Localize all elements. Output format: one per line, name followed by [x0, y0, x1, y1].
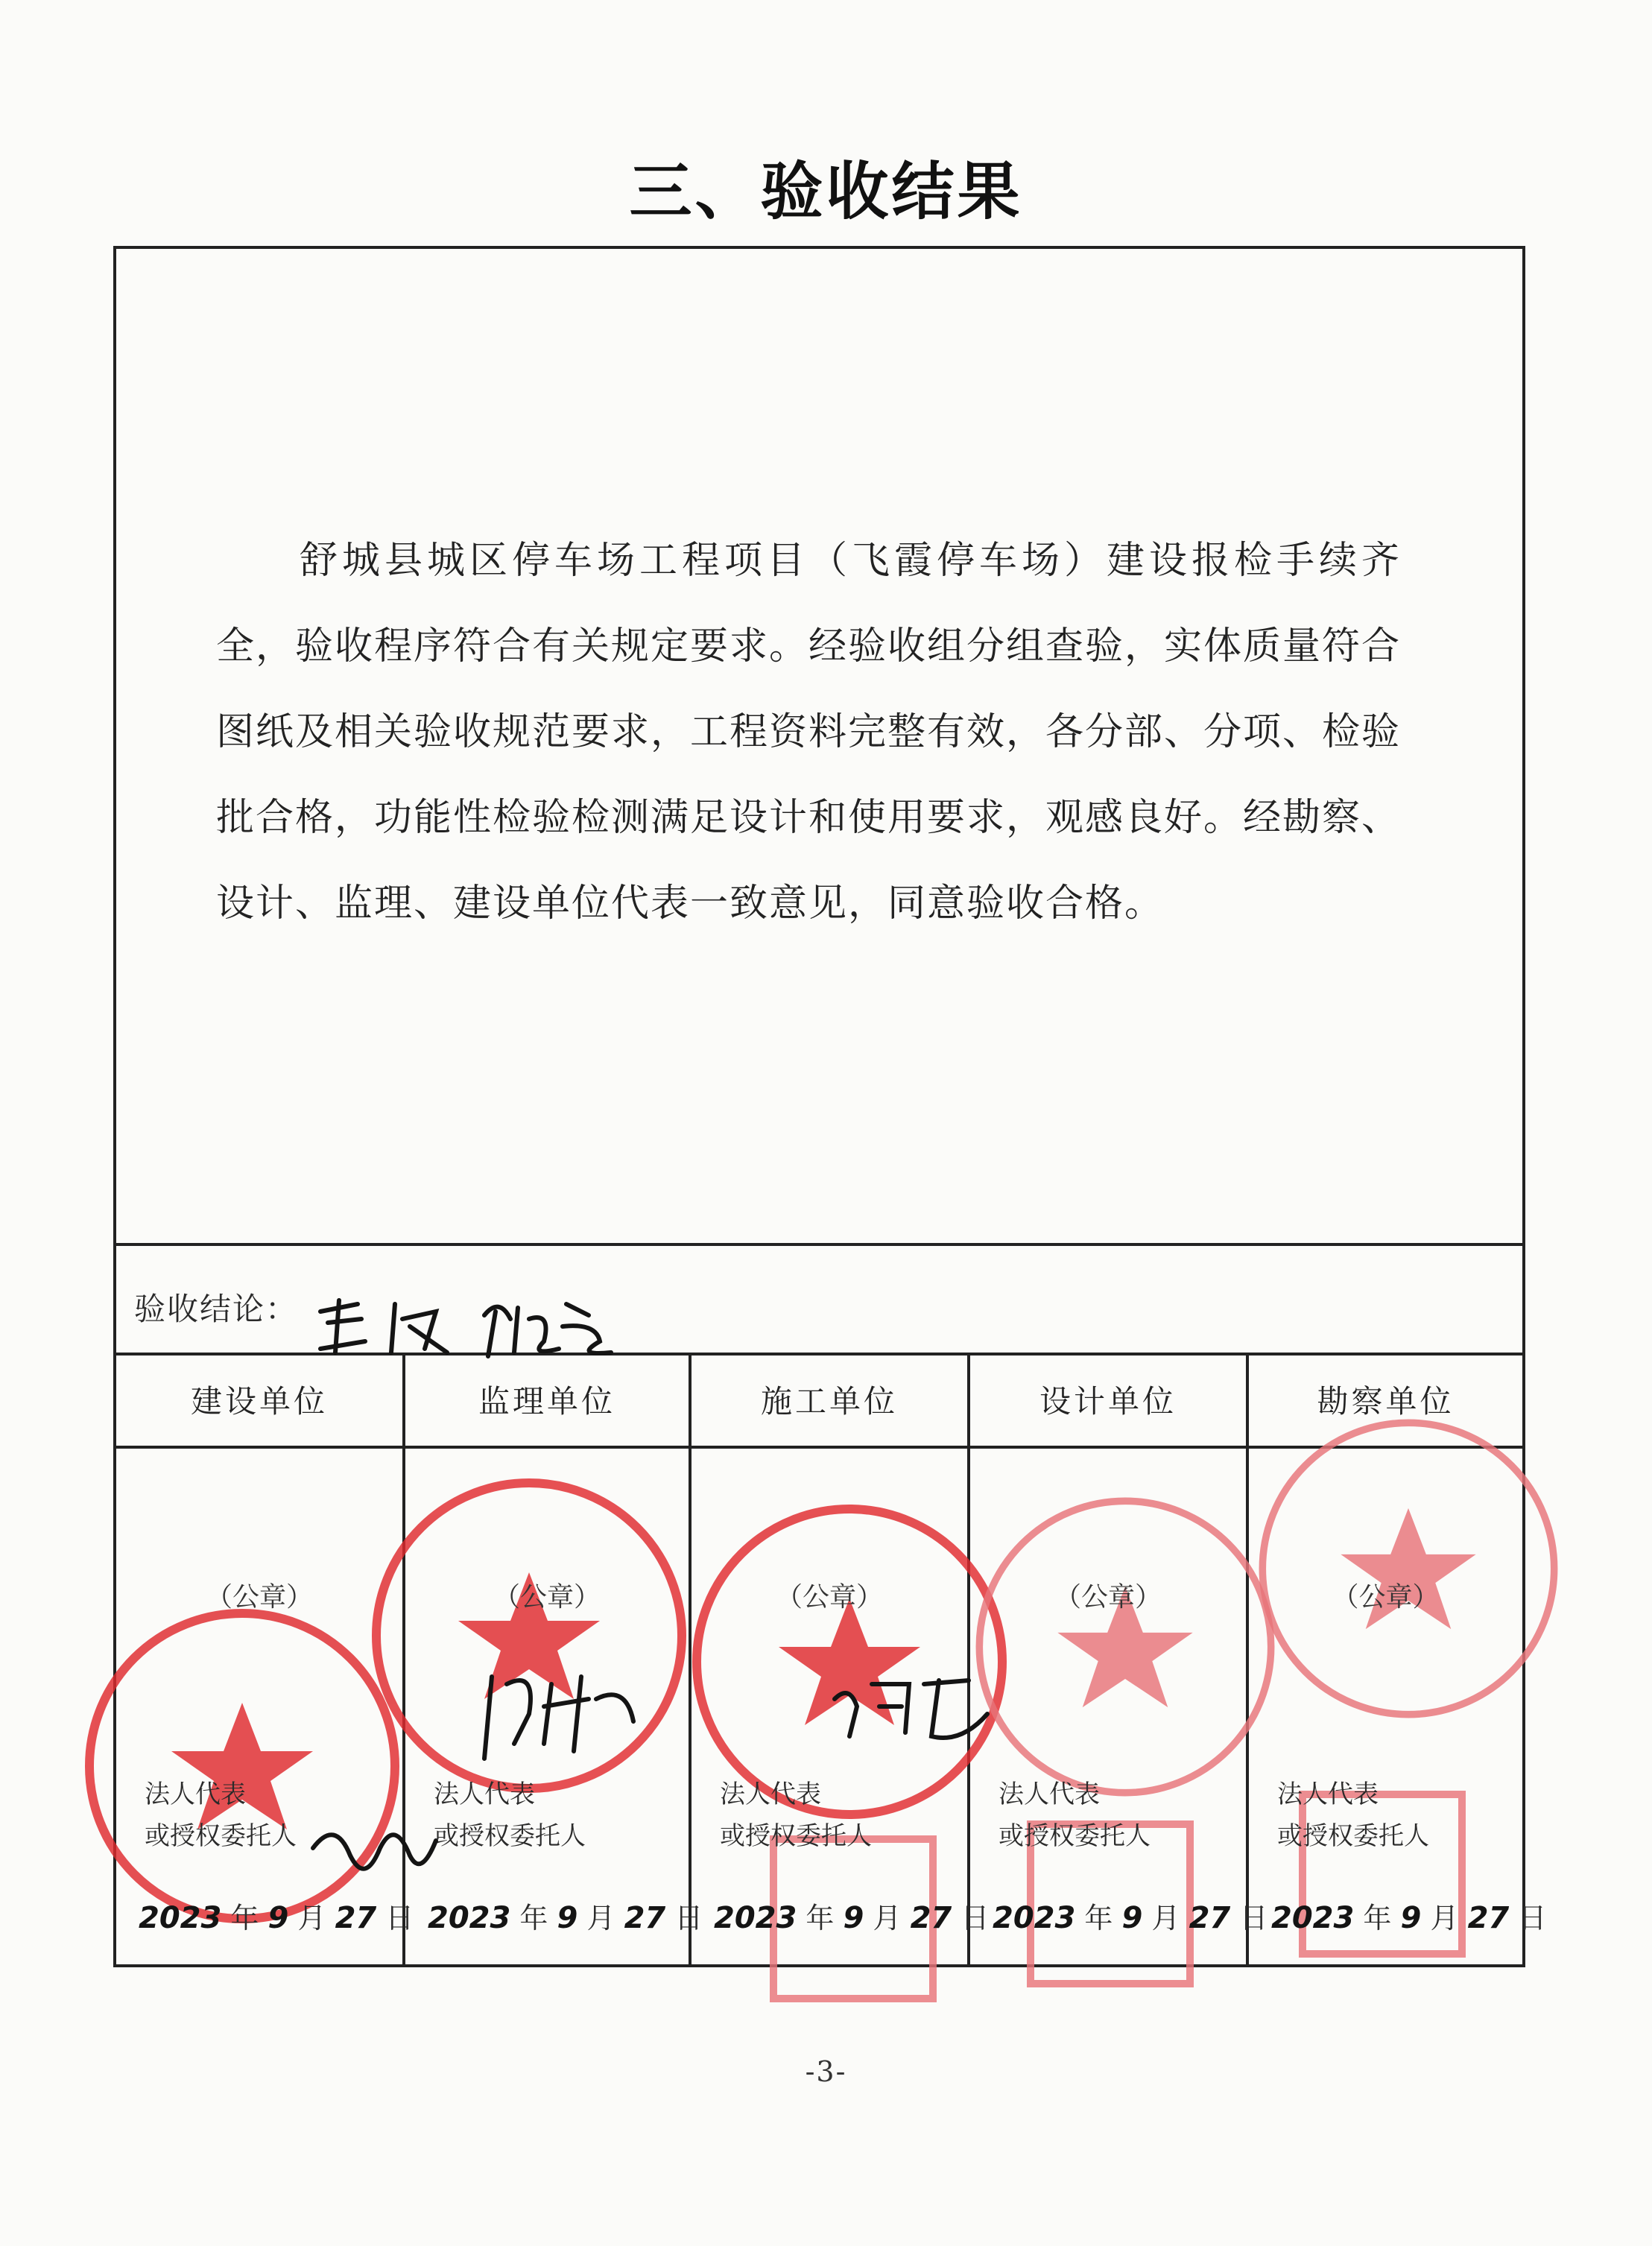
signature-supervision — [469, 1654, 648, 1766]
conclusion-handwriting — [306, 1282, 626, 1364]
seal-label: （公章） — [205, 1582, 313, 1613]
acceptance-result-paragraph: 舒城县城区停车场工程项目（飞霞停车场）建设报检手续齐全，验收程序符合有关规定要求。经验收组分组查验，实体质量符合图纸及相关验收规范要求，工程资料完整有效，各分部、分项、检验批合格，功能性检验检测满足设计和使用要求，观感良好。经勘察、设计、监理、建设单位代表一致意见，同意验收合格。 — [216, 539, 1402, 926]
legal-rep-label: 法人代表 或授权委托人 — [145, 1780, 297, 1851]
signature-contractor — [820, 1662, 999, 1751]
seal-label: （公章） — [493, 1582, 601, 1613]
page-number: -3- — [805, 2055, 847, 2088]
legal-rep-label: 法人代表 或授权委托人 — [1277, 1780, 1429, 1851]
sign-date: 2023 年 9 月 27 日 — [714, 1901, 990, 1935]
conclusion-label: 验收结论： — [134, 1291, 299, 1327]
seal-label: （公章） — [775, 1582, 883, 1613]
column-header: 监理单位 — [478, 1382, 615, 1420]
column-header: 施工单位 — [760, 1382, 898, 1420]
seal-label: （公章） — [1332, 1582, 1440, 1613]
seal-label: （公章） — [1054, 1582, 1162, 1613]
conclusion-top-rule — [113, 1243, 1525, 1246]
legal-rep-label: 法人代表 或授权委托人 — [434, 1780, 586, 1851]
sign-date: 2023 年 9 月 27 日 — [993, 1901, 1268, 1935]
column-header: 建设单位 — [190, 1382, 328, 1420]
column-header: 设计单位 — [1039, 1382, 1177, 1420]
column-header: 勘察单位 — [1317, 1382, 1455, 1420]
page-title: 三、验收结果 — [629, 155, 1023, 228]
official-seal-survey — [1252, 1412, 1565, 1725]
sign-date: 2023 年 9 月 27 日 — [1271, 1901, 1547, 1935]
sign-date: 2023 年 9 月 27 日 — [139, 1901, 414, 1935]
legal-rep-label: 法人代表 或授权委托人 — [999, 1780, 1151, 1851]
sign-date: 2023 年 9 月 27 日 — [428, 1901, 703, 1935]
signature-owner — [298, 1803, 447, 1900]
official-seal-design — [969, 1490, 1282, 1803]
legal-rep-label: 法人代表 或授权委托人 — [720, 1780, 872, 1851]
